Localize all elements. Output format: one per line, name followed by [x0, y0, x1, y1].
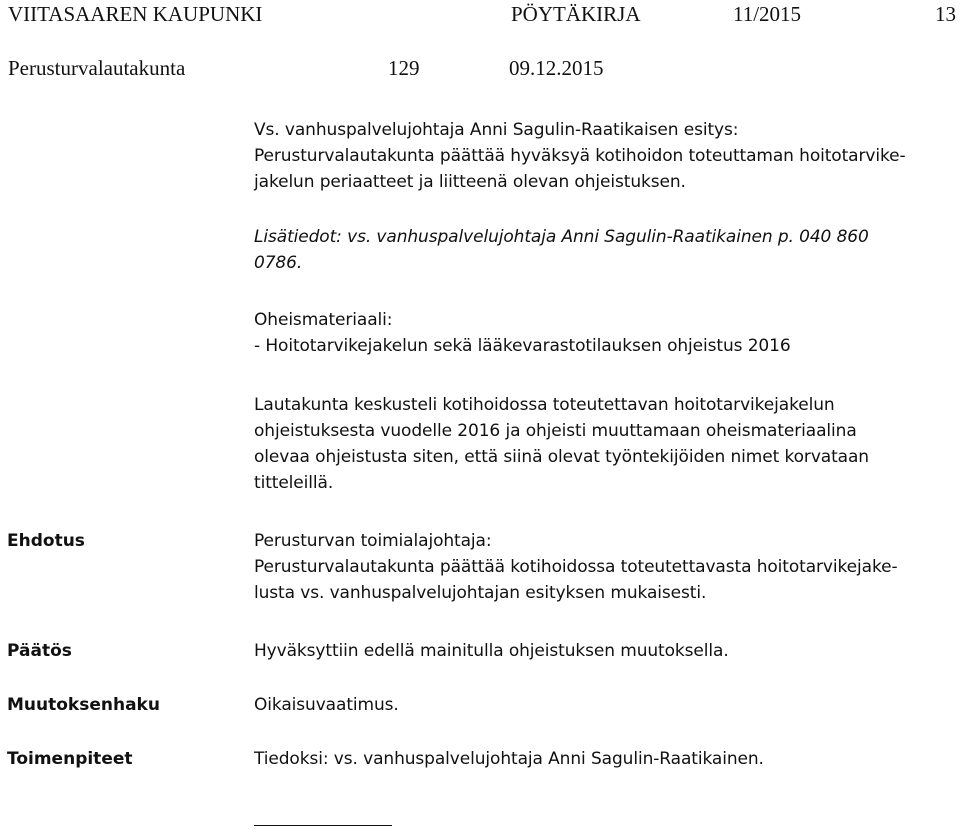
- paragraph-line: Perusturvalautakunta päättää hyväksyä kotihoidon toteuttaman hoitotarvike-: [254, 146, 906, 166]
- paragraph-line: lusta vs. vanhuspalvelujohtajan esityksen mukaisesti.: [254, 583, 707, 603]
- additional-info: [254, 224, 954, 276]
- paragraph-line: Hyväksyttiin edellä mainitulla ohjeistuksen muutoksella.: [254, 641, 729, 661]
- paragraph-line: Oikaisuvaatimus.: [254, 695, 399, 715]
- meeting-date: 09.12.2015: [509, 56, 604, 80]
- document-number: 11/2015: [733, 2, 802, 26]
- section-label-toimenpiteet: Toimenpiteet: [7, 749, 133, 769]
- paragraph-line: Vs. vanhuspalvelujohtaja Anni Sagulin-Raatikaisen esitys:: [254, 120, 739, 140]
- section-label-muutoksenhaku: Muutoksenhaku: [7, 695, 160, 715]
- municipality-name: VIITASAAREN KAUPUNKI: [8, 2, 263, 26]
- paragraph-line: Tiedoksi: vs. vanhuspalvelujohtaja Anni Sagulin-Raatikainen.: [254, 749, 764, 769]
- paragraph-line: Perusturvalautakunta päättää kotihoidossa toteutettavasta hoitotarvikejake-: [254, 557, 898, 577]
- paragraph-line: Lautakunta keskusteli kotihoidossa toteutettavan hoitotarvikejakelun: [254, 395, 835, 415]
- attachment-item: - Hoitotarvikejakelun sekä lääkevarastotilauksen ohjeistus 2016: [254, 336, 791, 356]
- attachments: [254, 307, 954, 359]
- signature-divider: [254, 825, 392, 826]
- section-label-paatos: Päätös: [7, 641, 72, 661]
- page-number: 13: [935, 2, 956, 26]
- section-label-ehdotus: Ehdotus: [7, 531, 85, 551]
- section-body-muutoksenhaku: [254, 692, 954, 718]
- paragraph-line: ohjeistuksesta vuodelle 2016 ja ohjeisti muuttamaan oheismateriaalina: [254, 421, 857, 441]
- paragraph-line: jakelun periaatteet ja liitteenä olevan ohjeistuksen.: [254, 172, 686, 192]
- proposal-paragraph: [254, 117, 954, 195]
- board-name: Perusturvalautakunta: [8, 56, 186, 80]
- section-body-toimenpiteet: [254, 746, 954, 772]
- paragraph-line: Lisätiedot: vs. vanhuspalvelujohtaja Anni Sagulin-Raatikainen p. 040 860: [254, 227, 869, 247]
- paragraph-line: olevaa ohjeistusta siten, että siinä olevat työntekijöiden nimet korvataan: [254, 447, 869, 467]
- section-body-paatos: [254, 638, 954, 664]
- paragraph-line: 0786.: [254, 253, 303, 273]
- attachments-label: Oheismateriaali:: [254, 310, 393, 330]
- document-type: PÖYTÄKIRJA: [511, 2, 641, 26]
- discussion-paragraph: [254, 392, 954, 496]
- section-body-ehdotus: [254, 528, 954, 606]
- section-number: 129: [388, 56, 420, 80]
- paragraph-line: titteleillä.: [254, 473, 334, 493]
- paragraph-line: Perusturvan toimialajohtaja:: [254, 531, 492, 551]
